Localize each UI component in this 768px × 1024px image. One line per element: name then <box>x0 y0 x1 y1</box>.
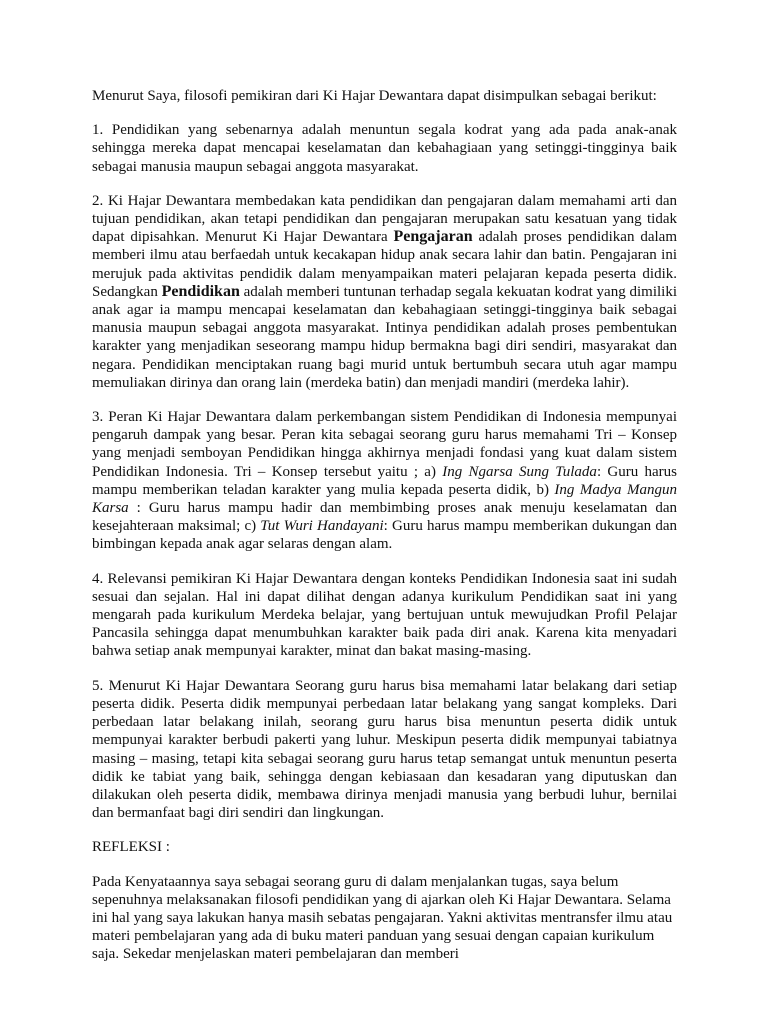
point-3-text-b: : Guru harus mampu memberikan teladan karakter yang mulia kepada peserta didik, b) <box>92 463 677 498</box>
point-3-text-d: : Guru harus mampu memberikan dukungan dan bimbingan kepada anak agar selaras dengan alam. <box>92 518 678 553</box>
pengajaran-term: Pengajaran <box>393 228 473 246</box>
document-page <box>92 87 677 980</box>
tut-wuri-term: Tut Wuri Handayani <box>260 518 384 535</box>
point-2-paragraph <box>92 192 677 392</box>
point-3-paragraph <box>92 408 677 554</box>
point-5-paragraph: 5. Menurut Ki Hajar Dewantara Seorang guru harus bisa memahami latar belakang dari setiap peserta didik. Peserta didik mempunyai perbedaan latar belakang yang sangat kompleks. Dari perbedaan latar belakang inilah, seorang guru harus bisa menuntun peserta didik untuk mempunyai karakter berbudi pakerti yang luhur. Meskipun peserta didik mempunyai tabiatnya masing – masing, tetapi kita sebagai seorang guru harus tetap semangat untuk menuntun peserta didik ke tabiat yang baik, sehingga dengan kebiasaan dan kesadaran yang diputuskan dan dilakukan oleh peserta didik, membawa dirinya menjadi manusia yang berbudi luhur, bernilai dan bermanfaat bagi diri sendiri dan lingkungan. <box>92 677 677 822</box>
pendidikan-term: Pendidikan <box>161 282 240 300</box>
point-4-paragraph: 4. Relevansi pemikiran Ki Hajar Dewantara dengan konteks Pendidikan Indonesia saat ini sudah sesuai dan sejalan. Hal ini dapat dilihat dengan adanya kurikulum Pendidikan saat ini yang mengarah pada kurikulum Merdeka belajar, yang bertujuan untuk mewujudkan Profil Pelajar Pancasila sehingga dapat menumbuhkan karakter baik pada diri anak. Karena kita menyadari bahwa setiap anak mempunyai karakter, minat dan bakat masing-masing. <box>92 570 677 660</box>
point-3-text-c: : Guru harus mampu hadir dan membimbing proses anak menuju keselamatan dan kesejahteraan maksimal; c) <box>92 500 677 535</box>
point-1-paragraph: 1. Pendidikan yang sebenarnya adalah menuntun segala kodrat yang ada pada anak-anak sehingga mereka dapat mencapai keselamatan dan kebahagiaan yang setinggi-tingginya baik sebagai manusia maupun sebagai anggota masyarakat. <box>92 122 677 175</box>
point-3-text-a: 3. Peran Ki Hajar Dewantara dalam perkembangan sistem Pendidikan di Indonesia mempunyai pengaruh dampak yang besar. Peran kita sebagai seorang guru harus memahami Tri – Konsep yang menjadi semboyan Pendidikan hingga akhirnya menjadi fondasi yang kuat dalam sistem Pendidikan Indonesia. Tri – Konsep tersebut yaitu ; a) <box>92 409 677 480</box>
intro-paragraph: Menurut Saya, filosofi pemikiran dari Ki Hajar Dewantara dapat disimpulkan sebagai berikut: <box>92 88 657 104</box>
ing-ngarsa-term: Ing Ngarsa Sung Tulada <box>442 463 597 480</box>
refleksi-heading: REFLEKSI : <box>92 839 170 856</box>
ing-madya-term: Ing Madya Mangun Karsa <box>92 481 677 517</box>
point-2-text-a: 2. Ki Hajar Dewantara membedakan kata pendidikan dan pengajaran dalam memahami arti dan tujuan pendidikan, akan tetapi pendidikan dan pengajaran merupakan satu kesatuan yang tidak dapat dipisahkan. Menurut Ki Hajar Dewantara <box>92 192 677 246</box>
point-2-text-d: adalah memberi tuntunan terhadap segala kekuatan kodrat yang dimiliki anak agar ia mampu mencapai keselamatan dan kebahagiaan setinggi-tingginya baik sebagai manusia maupun sebagai anggota masyarakat. Intinya pendidikan adalah proses pembentukan karakter yang menjadikan seseorang mampu hidup bermakna bagi diri sendiri, masyarakat dan negara. Pendidikan menciptakan ruang bagi murid untuk bertumbuh secara utuh agar mampu memuliakan dirinya dan orang lain (merdeka batin) dan menjadi mandiri (merdeka lahir). <box>92 283 677 391</box>
point-2-text-c: adalah proses pendidikan dalam memberi ilmu atau berfaedah untuk kecakapan hidup anak secara lahir dan batin. Pengajaran ini merujuk pada aktivitas pendidik dalam menyampaikan materi pelajaran kepada peserta didik. Sedangkan <box>92 229 677 300</box>
refleksi-paragraph: Pada Kenyataannya saya sebagai seorang guru di dalam menjalankan tugas, saya belum sepenuhnya melaksanakan filosofi pendidikan yang di ajarkan oleh Ki Hajar Dewantara. Selama ini hal yang saya lakukan hanya masih sebatas pengajaran. Yakni aktivitas mentransfer ilmu atau materi pembelajaran yang ada di buku materi panduan yang sesuai dengan capaian kurikulum saja. Sekedar menjelaskan materi pembelajaran dan memberi <box>92 873 673 963</box>
